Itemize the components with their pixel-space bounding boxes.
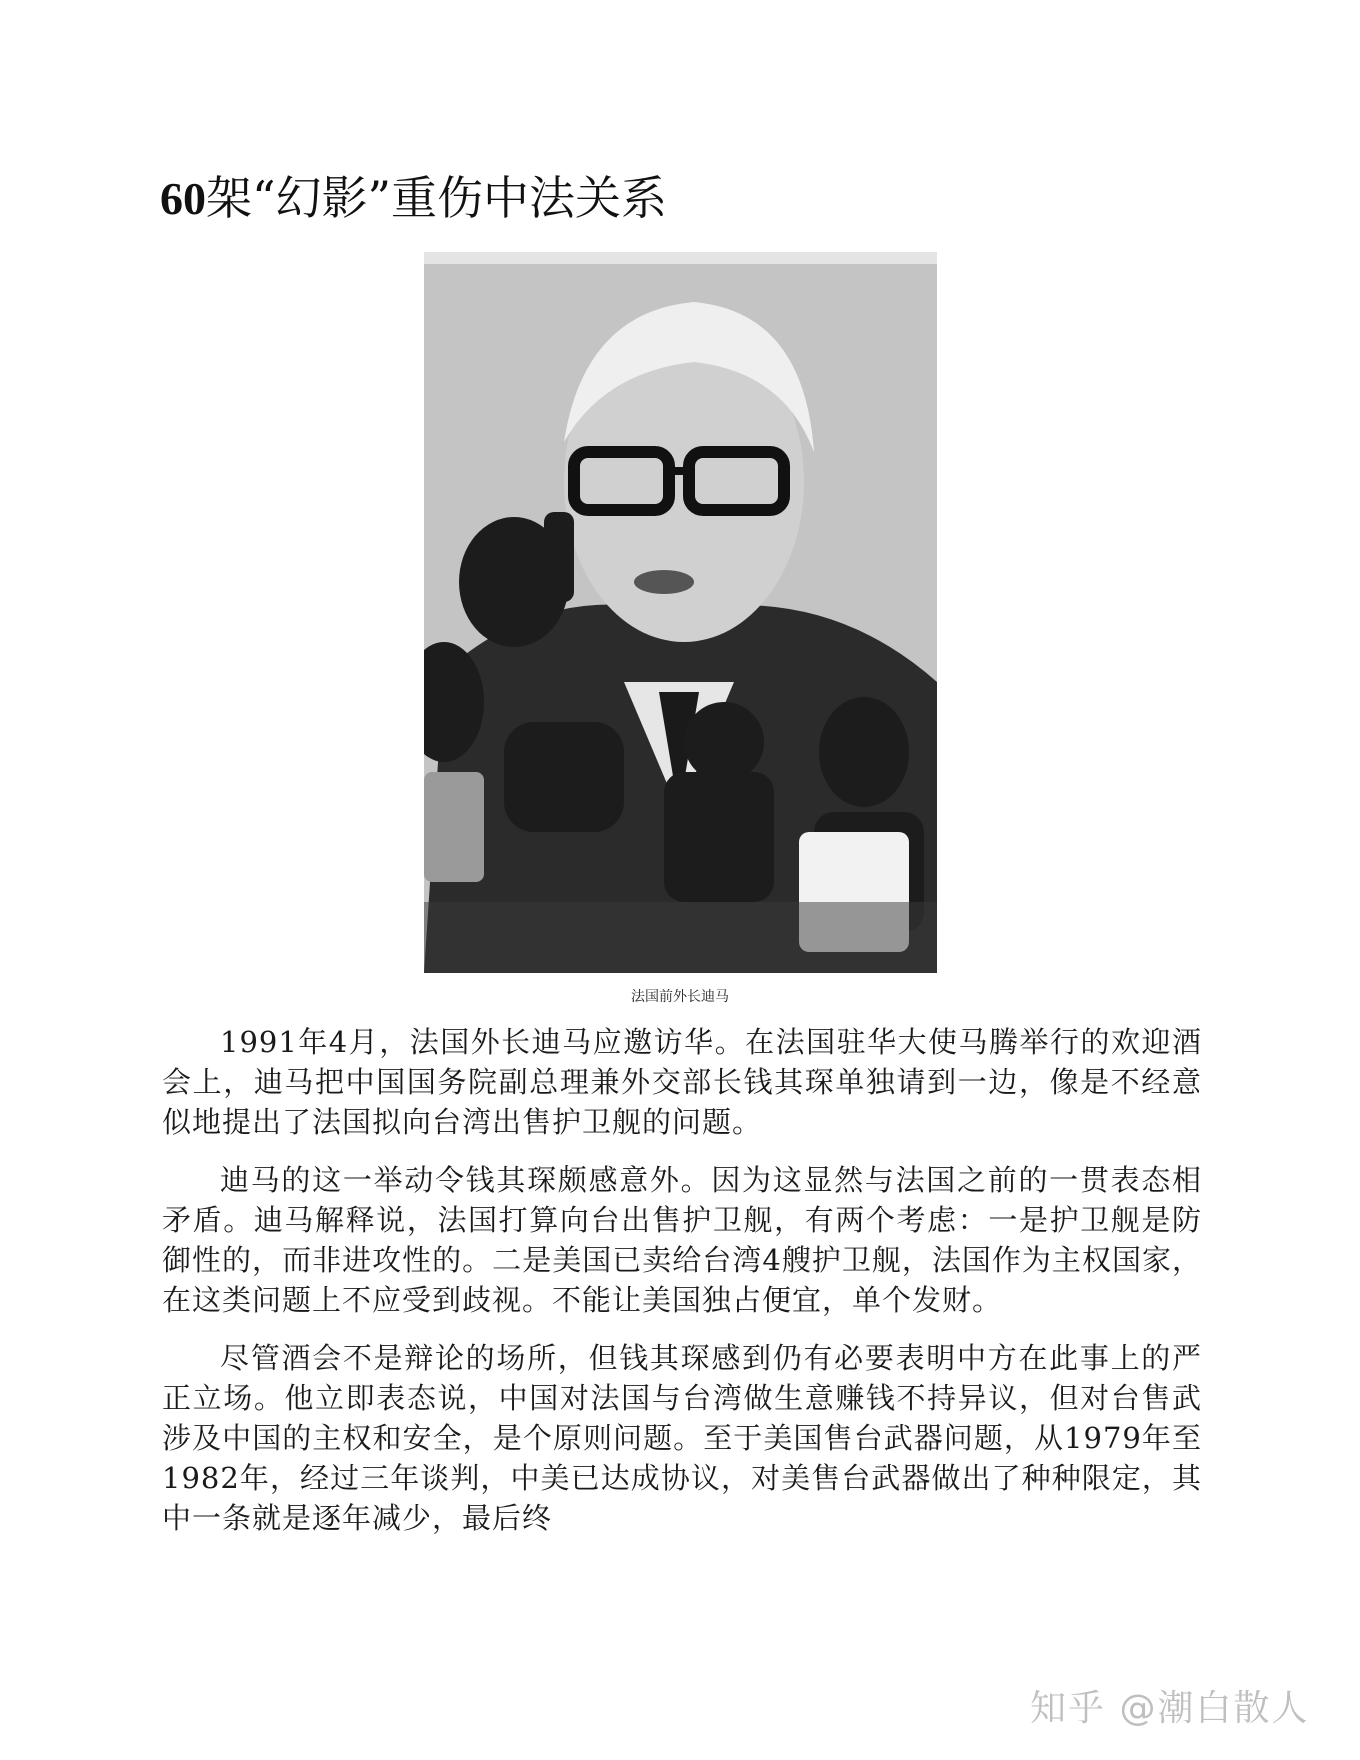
title-text: 架“幻影”重伤中法关系 <box>206 171 668 225</box>
paragraph: 1991年4月，法国外长迪马应邀访华。在法国驻华大使马腾举行的欢迎酒会上，迪马把中国国务院副总理兼外交部长钱其琛单独请到一边，像是不经意似地提出了法国拟向台湾出售护卫舰的问题。 <box>162 1025 1202 1139</box>
article-photo <box>424 252 937 973</box>
article-body <box>162 1022 1202 1556</box>
portrait-illustration <box>424 252 937 973</box>
photo-caption: 法国前外长迪马 <box>631 989 729 1005</box>
article-title <box>160 168 667 229</box>
paragraph: 迪马的这一举动令钱其琛颇感意外。因为这显然与法国之前的一贯表态相矛盾。迪马解释说，法国打算向台出售护卫舰，有两个考虑：一是护卫舰是防御性的，而非进攻性的。二是美国已卖给台湾4艘护卫舰，法国作为主权国家，在这类问题上不应受到歧视。不能让美国独占便宜，单个发财。 <box>162 1163 1202 1317</box>
zhihu-watermark: 知乎 @潮白散人 <box>1030 1688 1310 1729</box>
paragraph: 尽管酒会不是辩论的场所，但钱其琛感到仍有必要表明中方在此事上的严正立场。他立即表态说，中国对法国与台湾做生意赚钱不持异议，但对台售武涉及中国的主权和安全，是个原则问题。至于美国售台武器问题，从1979年至1982年，经过三年谈判，中美已达成协议，对美售台武器做出了种种限定，其中一条就是逐年减少，最后终 <box>162 1341 1202 1535</box>
title-number: 60 <box>160 173 206 224</box>
